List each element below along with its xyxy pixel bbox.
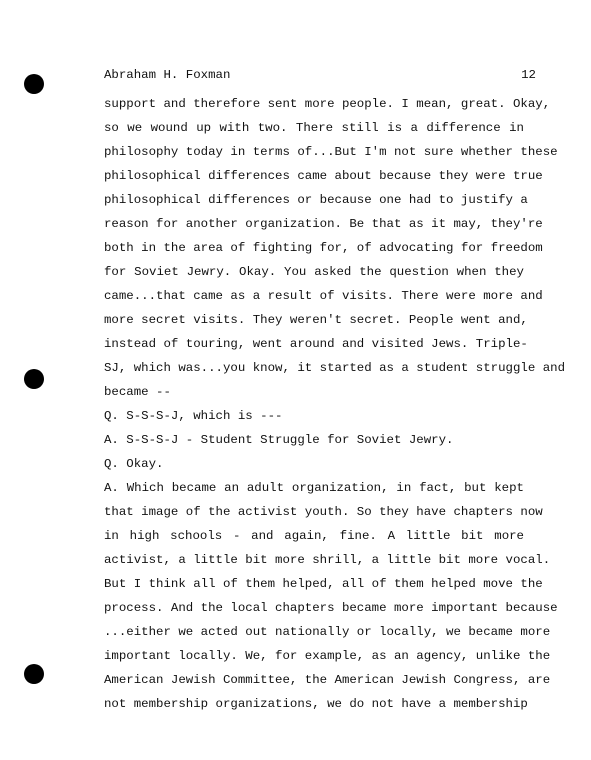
interviewee-name: Abraham H. Foxman: [104, 68, 231, 82]
transcript-line: support and therefore sent more people. I mean, great. Okay,: [104, 97, 551, 111]
transcript-line: not membership organizations, we do not have a membership: [104, 697, 528, 711]
transcript-line: reason for another organization. Be that as it may, they're: [104, 217, 543, 231]
transcript-line: important locally. We, for example, as an agency, unlike the: [104, 649, 551, 663]
transcript-line: But I think all of them helped, all of them helped move the: [104, 577, 543, 591]
page-header: [104, 66, 536, 84]
transcript-body: [104, 92, 566, 716]
transcript-line: so we wound up with two. There still is a difference in: [104, 121, 524, 135]
transcript-line: that image of the activist youth. So they have chapters now: [104, 505, 543, 519]
transcript-line: Q. S-S-S-J, which is ---: [104, 409, 283, 423]
transcript-line: more secret visits. They weren't secret. People went and,: [104, 313, 528, 327]
binder-hole-bottom: [24, 664, 44, 684]
transcript-line: activist, a little bit more shrill, a little bit more vocal.: [104, 553, 551, 567]
transcript-line: ...either we acted out nationally or locally, we became more: [104, 625, 551, 639]
transcript-line: philosophical differences or because one had to justify a: [104, 193, 528, 207]
transcript-line: SJ, which was...you know, it started as a student struggle and: [104, 361, 566, 375]
transcript-line: for Soviet Jewry. Okay. You asked the question when they: [104, 265, 524, 279]
transcript-line: both in the area of fighting for, of advocating for freedom: [104, 241, 543, 255]
transcript-line: instead of touring, went around and visited Jews. Triple-: [104, 337, 528, 351]
transcript-line: philosophical differences came about because they were true: [104, 169, 543, 183]
transcript-line: became --: [104, 385, 171, 399]
transcript-line: came...that came as a result of visits. There were more and: [104, 289, 543, 303]
transcript-line: A. S-S-S-J - Student Struggle for Soviet Jewry.: [104, 433, 454, 447]
transcript-line: American Jewish Committee, the American Jewish Congress, are: [104, 673, 551, 687]
binder-hole-top: [24, 74, 44, 94]
page-number: 12: [521, 68, 536, 82]
transcript-line: Q. Okay.: [104, 457, 164, 471]
binder-hole-middle: [24, 369, 44, 389]
transcript-line: A. Which became an adult organization, in fact, but kept: [104, 481, 524, 495]
transcript-line: in high schools - and again, fine. A little bit more: [104, 529, 524, 543]
transcript-line: process. And the local chapters became more important because: [104, 601, 558, 615]
transcript-line: philosophy today in terms of...But I'm not sure whether these: [104, 145, 558, 159]
